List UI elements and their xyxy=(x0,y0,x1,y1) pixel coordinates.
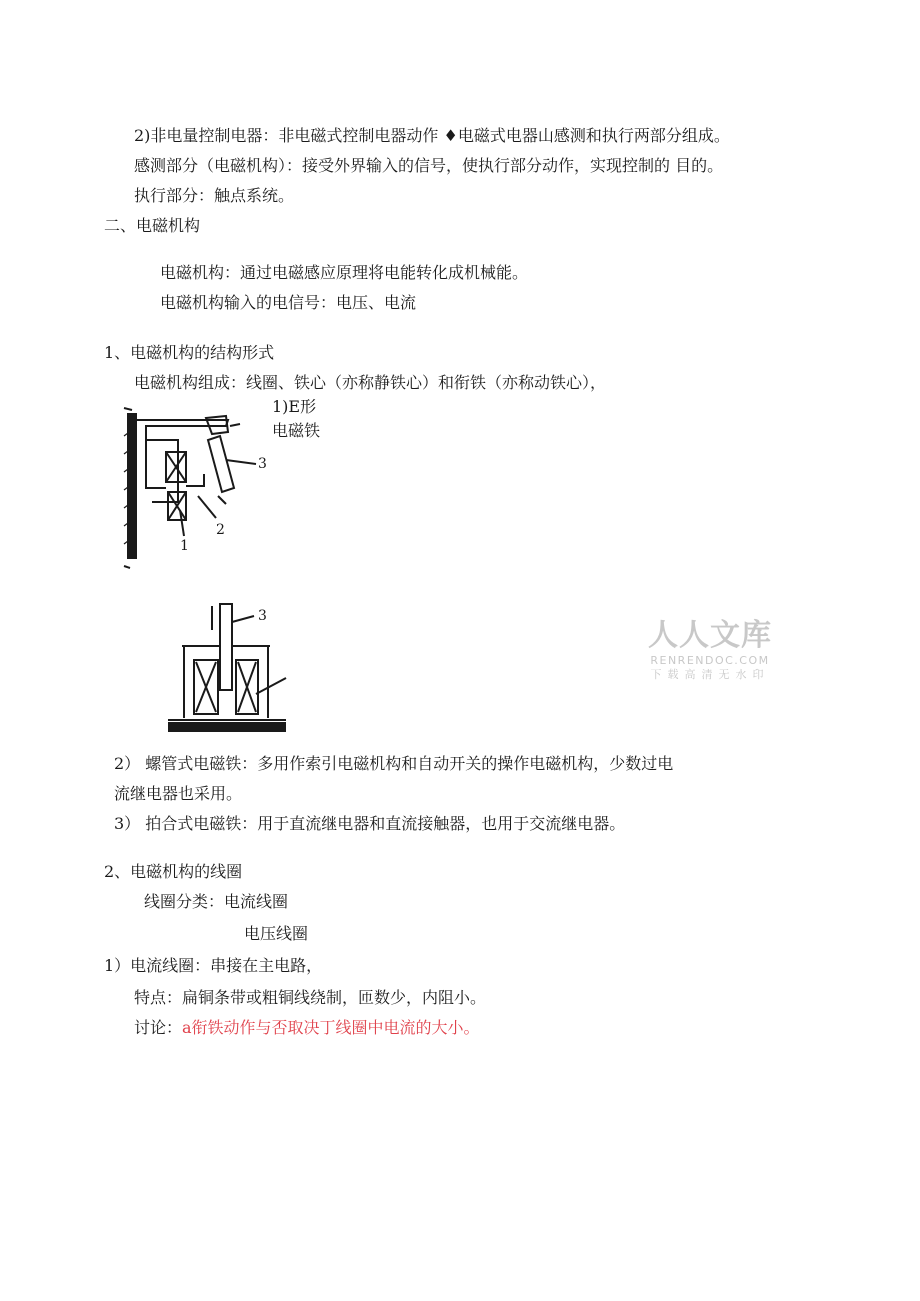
text-line-11: 流继电器也采用。 xyxy=(114,784,243,803)
subsection-heading-2: 2、电磁机构的线圈 xyxy=(104,862,243,881)
text-line-10: 2） 螺管式电磁铁：多用作索引电磁机构和自动开关的操作电磁机构，少数过电 xyxy=(114,754,674,773)
text-line-1: 2)非电量控制电器：非电磁式控制电器动作 ♦电磁式电器山感测和执行两部分组成。 xyxy=(134,126,730,145)
text-line-3: 执行部分：触点系统。 xyxy=(134,186,295,205)
figure-caption-e-type-2: 电磁铁 xyxy=(272,421,321,440)
watermark-url: RENRENDOC.COM xyxy=(650,654,770,667)
discussion-text: a衔铁动作与否取决丁线圈中电流的大小。 xyxy=(182,1018,480,1037)
figure2-label-3: 3 xyxy=(258,608,267,624)
text-line-12: 3） 拍合式电磁铁：用于直流继电器和直流接触器，也用于交流继电器。 xyxy=(114,814,626,833)
subsection-heading-1: 1、电磁机构的结构形式 xyxy=(104,343,275,362)
text-line-5: 电磁机构：通过电磁感应原理将电能转化成机械能。 xyxy=(160,263,529,282)
text-line-8: 电磁机构组成：线圈、铁心（亦称静铁心）和衔铁（亦称动铁心）， xyxy=(134,373,607,392)
figure-caption-e-type: 1)E形 xyxy=(272,397,317,416)
watermark-title: 人人文库 xyxy=(648,618,772,653)
text-line-16: 1）电流线圈：串接在主电路， xyxy=(104,956,323,975)
figure1-label-3: 3 xyxy=(258,456,267,472)
figure-electromagnet-2 xyxy=(160,598,300,746)
figure-electromagnet-1 xyxy=(118,400,278,572)
discussion-label: 讨论： xyxy=(134,1018,183,1037)
text-line-2: 感测部分（电磁机构）：接受外界输入的信号，使执行部分动作，实现控制的 目的。 xyxy=(134,156,724,175)
figure1-label-1: 1 xyxy=(180,538,189,554)
text-line-18 xyxy=(134,1018,480,1038)
section-heading-2: 二、电磁机构 xyxy=(104,216,201,235)
text-line-6: 电磁机构输入的电信号：电压、电流 xyxy=(160,293,417,312)
text-line-17: 特点：扁铜条带或粗铜线绕制，匝数少，内阻小。 xyxy=(134,988,487,1007)
watermark-subtitle: 下载高清无水印 xyxy=(650,668,770,681)
watermark xyxy=(640,618,780,682)
text-line-15: 电压线圈 xyxy=(244,924,309,943)
text-line-14: 线圈分类：电流线圈 xyxy=(144,892,289,911)
figure1-label-2: 2 xyxy=(216,522,225,538)
